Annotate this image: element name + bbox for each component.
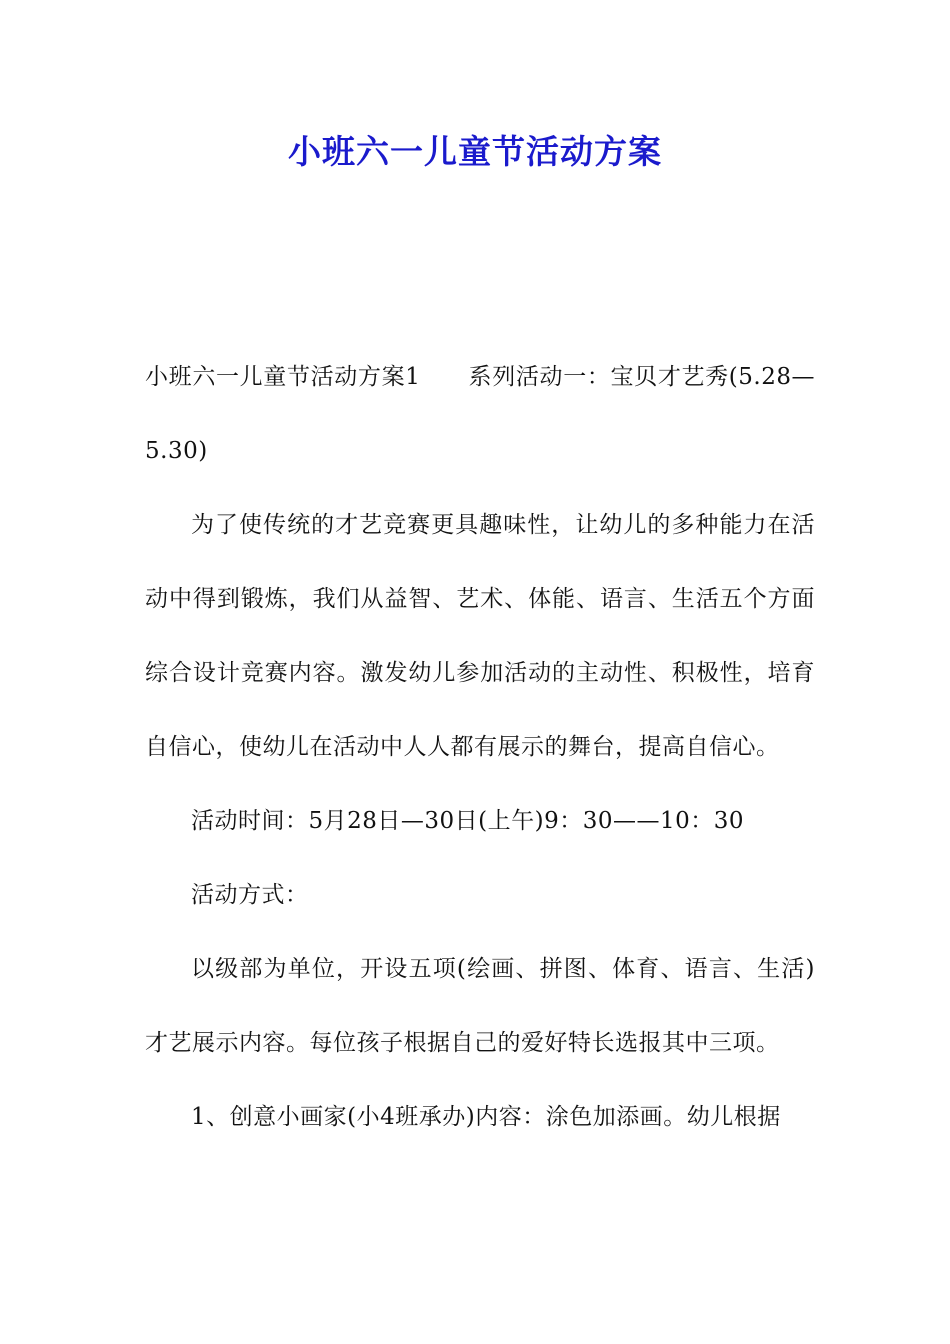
paragraph-purpose: 为了使传统的才艺竞赛更具趣味性，让幼儿的多种能力在活动中得到锻炼，我们从益智、艺术、体能、语言、生活五个方面综合设计竞赛内容。激发幼儿参加活动的主动性、积极性，培育自信心，使幼儿在活动中人人都有展示的舞台，提高自信心。 <box>145 512 815 760</box>
document-body <box>145 340 815 1154</box>
intro-line <box>145 340 815 488</box>
paragraph-time: 活动时间：5月28日—30日(上午)9：30——10：30 <box>191 808 745 834</box>
paragraph-method: 以级部为单位，开设五项(绘画、拼图、体育、语言、生活)才艺展示内容。每位孩子根据自己的爱好特长选报其中三项。 <box>145 956 815 1056</box>
intro-series: 系列活动一：宝贝才艺秀(5.28—5.30) <box>145 364 815 464</box>
paragraph-item-1: 1、创意小画家(小4班承办)内容：涂色加添画。幼儿根据 <box>191 1104 781 1130</box>
paragraph-method-label: 活动方式： <box>191 882 309 908</box>
intro-heading: 小班六一儿童节活动方案1 <box>145 364 421 390</box>
document-title: 小班六一儿童节活动方案 <box>288 132 662 171</box>
